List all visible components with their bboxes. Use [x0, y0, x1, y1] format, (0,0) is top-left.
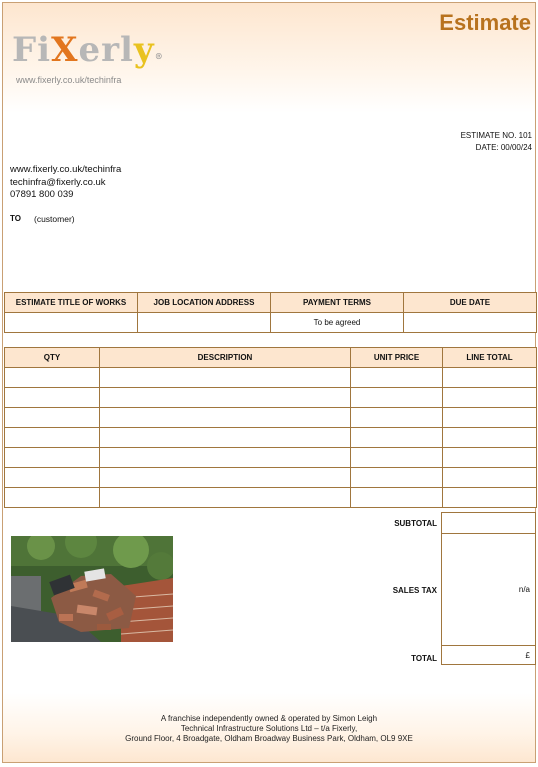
cell-qty[interactable] [5, 428, 100, 448]
cell-line-total[interactable] [443, 368, 537, 388]
cell-unit-price[interactable] [351, 388, 443, 408]
footer [0, 714, 538, 744]
table-row [5, 388, 537, 408]
footer-line-franchise: A franchise independently owned & operated by Simon Leigh [160, 714, 378, 723]
cell-line-total[interactable] [443, 448, 537, 468]
cell-description[interactable] [100, 488, 351, 508]
cell-qty[interactable] [5, 368, 100, 388]
cell-description[interactable] [100, 448, 351, 468]
cell-line-total[interactable] [443, 428, 537, 448]
total-label: TOTAL [411, 654, 437, 663]
cell-line-total[interactable] [443, 488, 537, 508]
to-label: TO [10, 214, 21, 223]
contact-website: www.fixerly.co.uk/techinfra [10, 164, 122, 175]
cell-description[interactable] [100, 388, 351, 408]
cell-qty[interactable] [5, 448, 100, 468]
subtotal-value[interactable] [442, 513, 536, 534]
header-line-total: LINE TOTAL [443, 348, 537, 368]
header-due-date: DUE DATE [404, 293, 537, 313]
cell-unit-price[interactable] [351, 468, 443, 488]
fixerly-logo: FiXerly® [12, 30, 164, 70]
header-title-of-works: ESTIMATE TITLE OF WORKS [5, 293, 138, 313]
cell-description[interactable] [100, 428, 351, 448]
cell-unit-price[interactable] [351, 448, 443, 468]
table-row [5, 488, 537, 508]
cell-description[interactable] [100, 368, 351, 388]
header-unit-price: UNIT PRICE [351, 348, 443, 368]
contact-block [10, 164, 121, 202]
cell-unit-price[interactable] [351, 368, 443, 388]
cell-qty[interactable] [5, 488, 100, 508]
cell-unit-price[interactable] [351, 488, 443, 508]
cell-description[interactable] [100, 408, 351, 428]
cell-unit-price[interactable] [351, 428, 443, 448]
cell-qty[interactable] [5, 468, 100, 488]
header-job-location: JOB LOCATION ADDRESS [138, 293, 271, 313]
cell-due-date[interactable] [404, 313, 537, 333]
cell-line-total[interactable] [443, 468, 537, 488]
estimate-number: ESTIMATE NO. 101 [460, 131, 532, 140]
cell-unit-price[interactable] [351, 408, 443, 428]
document-title: Estimate [439, 10, 531, 35]
footer-line-company: Technical Infrastructure Solutions Ltd – t/a Fixerly, [180, 724, 358, 733]
table-row [5, 448, 537, 468]
cell-line-total[interactable] [443, 388, 537, 408]
logo-url: www.fixerly.co.uk/techinfra [16, 75, 122, 85]
summary-table [441, 512, 536, 665]
table-row [5, 468, 537, 488]
sales-tax-value[interactable]: n/a [442, 534, 536, 646]
job-site-photo [11, 536, 173, 642]
table-row [5, 408, 537, 428]
cell-line-total[interactable] [443, 408, 537, 428]
cell-qty[interactable] [5, 408, 100, 428]
cell-payment-terms[interactable]: To be agreed [271, 313, 404, 333]
table-row [5, 368, 537, 388]
table-row [5, 428, 537, 448]
contact-phone: 07891 800 039 [10, 189, 74, 200]
cell-title-of-works[interactable] [5, 313, 138, 333]
cell-qty[interactable] [5, 388, 100, 408]
estimate-meta [461, 130, 532, 154]
contact-email: techinfra@fixerly.co.uk [10, 176, 106, 188]
cell-description[interactable] [100, 468, 351, 488]
cell-job-location[interactable] [138, 313, 271, 333]
header-payment-terms: PAYMENT TERMS [271, 293, 404, 313]
header-description: DESCRIPTION [100, 348, 351, 368]
line-items-table [4, 347, 537, 508]
estimate-date: DATE: 00/00/24 [475, 143, 532, 152]
total-value[interactable]: £ [442, 646, 536, 665]
subtotal-label: SUBTOTAL [394, 519, 437, 528]
footer-line-address: Ground Floor, 4 Broadgate, Oldham Broadway Business Park, Oldham, OL9 9XE [125, 734, 413, 743]
job-info-table [4, 292, 537, 333]
to-customer[interactable]: (customer) [34, 214, 75, 224]
sales-tax-label: SALES TAX [392, 586, 437, 595]
header-qty: QTY [5, 348, 100, 368]
